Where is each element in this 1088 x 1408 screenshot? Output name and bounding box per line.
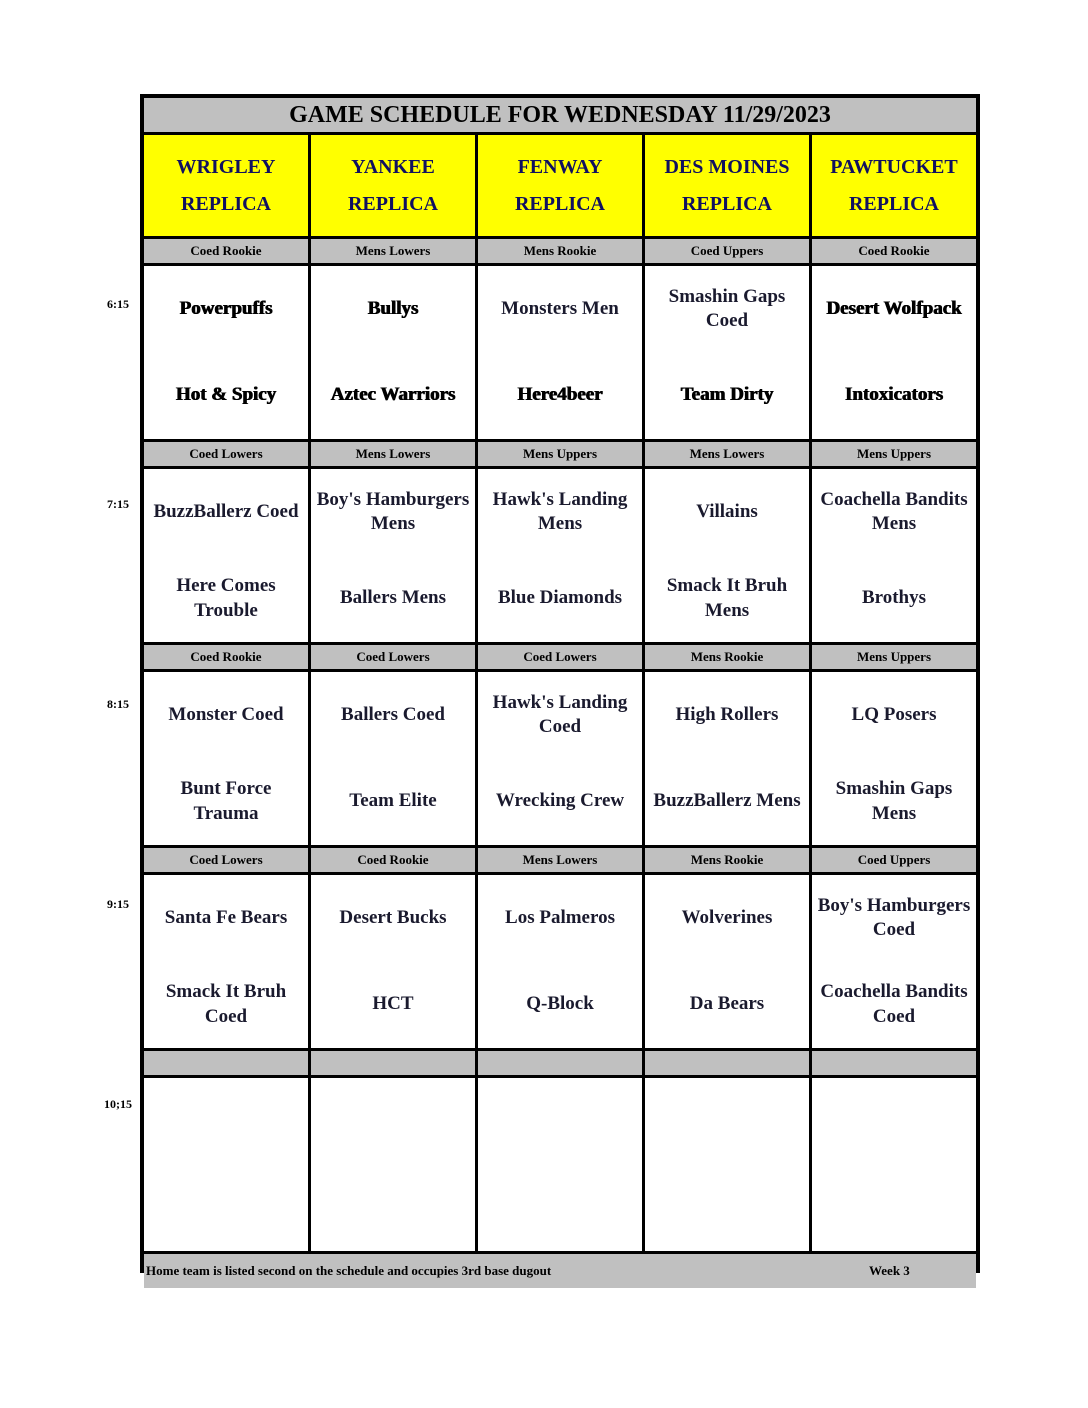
away-team bbox=[812, 1078, 976, 1165]
venue-header bbox=[812, 135, 976, 236]
home-team: Bunt Force Trauma bbox=[180, 778, 272, 824]
venue-sub: REPLICA bbox=[681, 192, 772, 215]
venue-sub: REPLICA bbox=[347, 192, 438, 215]
game-cell bbox=[144, 266, 308, 439]
division-label: Mens Rookie bbox=[478, 239, 642, 263]
home-team bbox=[645, 1165, 809, 1252]
game-cell bbox=[812, 672, 976, 845]
game-cell bbox=[311, 672, 475, 845]
venue-header bbox=[645, 135, 809, 236]
division-label: Coed Lowers bbox=[311, 645, 475, 669]
division-label: Coed Lowers bbox=[144, 848, 308, 872]
week-label: Week 3 bbox=[869, 1263, 910, 1278]
game-cell bbox=[645, 875, 809, 1048]
away-team: Bullys bbox=[367, 297, 419, 319]
venue-name: YANKEE bbox=[351, 155, 435, 178]
schedule-title: GAME SCHEDULE FOR WEDNESDAY 11/29/2023 bbox=[144, 98, 976, 132]
home-team bbox=[311, 1165, 475, 1252]
game-cell bbox=[645, 1078, 809, 1251]
away-team: Ballers Coed bbox=[341, 703, 445, 725]
division-label: Coed Rookie bbox=[812, 239, 976, 263]
home-team: Team Dirty bbox=[680, 384, 774, 406]
division-label: Coed Lowers bbox=[478, 645, 642, 669]
venue-name: FENWAY bbox=[517, 155, 603, 178]
venue-header bbox=[478, 135, 642, 236]
division-label: Coed Uppers bbox=[645, 239, 809, 263]
away-team: Coachella Bandits Mens bbox=[820, 488, 968, 535]
game-cell bbox=[144, 1078, 308, 1251]
game-cell bbox=[478, 469, 642, 642]
home-team: HCT bbox=[372, 993, 414, 1015]
away-team bbox=[311, 1078, 475, 1165]
division-label bbox=[812, 1051, 976, 1075]
division-label: Coed Uppers bbox=[812, 848, 976, 872]
away-team: Monster Coed bbox=[168, 703, 284, 725]
away-team: Santa Fe Bears bbox=[164, 906, 288, 928]
home-team: Here Comes Trouble bbox=[176, 575, 276, 621]
away-team: Powerpuffs bbox=[179, 297, 273, 319]
venue-header bbox=[311, 135, 475, 236]
away-team bbox=[478, 1078, 642, 1165]
game-cell bbox=[144, 875, 308, 1048]
division-label: Mens Uppers bbox=[478, 442, 642, 466]
home-team bbox=[478, 1165, 642, 1252]
home-team: Team Elite bbox=[349, 790, 437, 812]
away-team: Desert Bucks bbox=[339, 906, 447, 928]
home-team: Blue Diamonds bbox=[497, 587, 623, 609]
away-team: Monsters Men bbox=[501, 297, 619, 319]
venue-header bbox=[144, 135, 308, 236]
division-label: Mens Rookie bbox=[645, 848, 809, 872]
game-cell bbox=[478, 875, 642, 1048]
home-team: BuzzBallerz Mens bbox=[653, 790, 801, 812]
game-cell bbox=[311, 1078, 475, 1251]
away-team: Boy's Hamburgers Coed bbox=[817, 894, 971, 941]
division-label: Mens Lowers bbox=[311, 442, 475, 466]
venue-sub: REPLICA bbox=[180, 192, 271, 215]
game-cell bbox=[812, 1078, 976, 1251]
home-team: Smashin Gaps Mens bbox=[835, 778, 953, 824]
home-team: Hot & Spicy bbox=[175, 384, 277, 406]
game-cell bbox=[478, 266, 642, 439]
home-team: Smack It Bruh Mens bbox=[666, 575, 788, 621]
home-team: Smack It Bruh Coed bbox=[165, 981, 287, 1027]
venue-name: WRIGLEY bbox=[176, 155, 276, 178]
away-team: Boy's Hamburgers Mens bbox=[316, 488, 470, 535]
home-team: Wrecking Crew bbox=[495, 790, 625, 812]
game-cell bbox=[144, 469, 308, 642]
time-label: 6:15 bbox=[107, 297, 129, 311]
away-team: High Rollers bbox=[675, 703, 779, 725]
division-label: Mens Lowers bbox=[645, 442, 809, 466]
away-team: Los Palmeros bbox=[505, 906, 615, 928]
game-cell bbox=[478, 1078, 642, 1251]
home-team: Coachella Bandits Coed bbox=[820, 981, 968, 1027]
division-label: Coed Rookie bbox=[144, 239, 308, 263]
game-cell bbox=[478, 672, 642, 845]
schedule-footer bbox=[144, 1254, 976, 1288]
division-label: Coed Lowers bbox=[144, 442, 308, 466]
away-team: Villains bbox=[696, 500, 758, 522]
game-cell bbox=[311, 875, 475, 1048]
division-label bbox=[478, 1051, 642, 1075]
home-team: Intoxicators bbox=[844, 384, 944, 406]
venue-name: PAWTUCKET bbox=[830, 155, 958, 178]
venue-sub: REPLICA bbox=[848, 192, 939, 215]
division-label: Coed Rookie bbox=[311, 848, 475, 872]
time-label: 7:15 bbox=[107, 497, 129, 511]
division-label: Coed Rookie bbox=[144, 645, 308, 669]
game-cell bbox=[645, 469, 809, 642]
time-label: 9:15 bbox=[107, 897, 129, 911]
away-team: Hawk's Landing Mens bbox=[492, 488, 628, 535]
division-label: Mens Uppers bbox=[812, 645, 976, 669]
game-cell bbox=[812, 875, 976, 1048]
game-cell bbox=[812, 469, 976, 642]
home-team bbox=[144, 1165, 308, 1252]
time-label: 10;15 bbox=[104, 1097, 132, 1111]
division-label bbox=[144, 1051, 308, 1075]
home-team: Brothys bbox=[861, 587, 927, 609]
game-cell bbox=[311, 469, 475, 642]
game-cell bbox=[812, 266, 976, 439]
away-team: Smashin Gaps Coed bbox=[668, 285, 786, 332]
home-team: Q-Block bbox=[526, 993, 594, 1015]
venue-sub: REPLICA bbox=[514, 192, 605, 215]
division-label bbox=[645, 1051, 809, 1075]
home-team: Here4beer bbox=[517, 384, 603, 406]
division-label: Mens Lowers bbox=[311, 239, 475, 263]
division-label: Mens Rookie bbox=[645, 645, 809, 669]
home-team-note: Home team is listed second on the schedule and occupies 3rd base dugout bbox=[146, 1263, 552, 1278]
home-team: Ballers Mens bbox=[339, 587, 447, 609]
away-team: BuzzBallerz Coed bbox=[153, 500, 299, 522]
division-label: Mens Uppers bbox=[812, 442, 976, 466]
away-team: Hawk's Landing Coed bbox=[492, 691, 628, 738]
venue-name: DES MOINES bbox=[664, 155, 790, 178]
division-label: Mens Lowers bbox=[478, 848, 642, 872]
home-team: Da Bears bbox=[689, 993, 765, 1015]
game-cell bbox=[144, 672, 308, 845]
away-team bbox=[645, 1078, 809, 1165]
game-cell bbox=[645, 266, 809, 439]
schedule-table bbox=[140, 94, 980, 1278]
home-team bbox=[812, 1165, 976, 1252]
away-team: LQ Posers bbox=[851, 703, 937, 725]
time-label: 8:15 bbox=[107, 697, 129, 711]
away-team: Desert Wolfpack bbox=[826, 297, 962, 319]
game-cell bbox=[645, 672, 809, 845]
game-cell bbox=[311, 266, 475, 439]
away-team: Wolverines bbox=[681, 906, 773, 928]
away-team bbox=[144, 1078, 308, 1165]
home-team: Aztec Warriors bbox=[330, 384, 456, 406]
division-label bbox=[311, 1051, 475, 1075]
